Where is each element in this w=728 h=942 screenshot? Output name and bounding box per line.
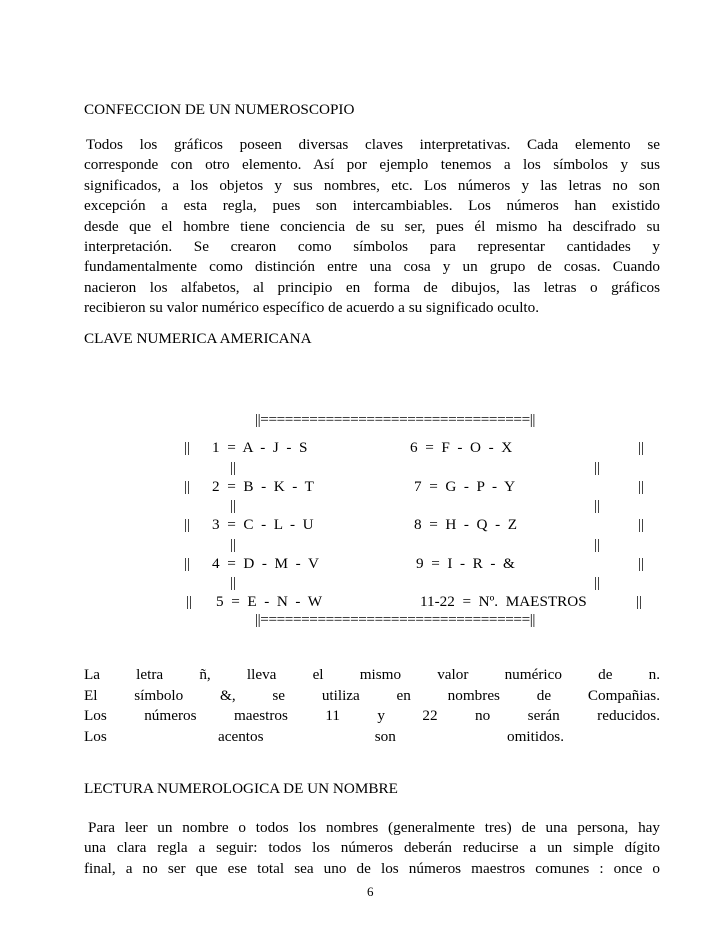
note-line: El símbolo &, se utiliza en nombres de Compañias. — [84, 687, 660, 704]
table-right-pipe: || — [638, 555, 645, 572]
intro-line: significados, a los objetos y sus nombres, etc. Los números y las letras no son — [84, 176, 660, 194]
table-right-pipe: || — [638, 439, 645, 456]
intro-line: corresponde con otro elemento. Así por ejemplo tenemos a los símbolos y sus — [84, 156, 660, 174]
page-number: 6 — [367, 884, 374, 899]
table-row-left: 1 = A - J - S — [212, 439, 308, 456]
page-title: CONFECCION DE UN NUMEROSCOPIO — [84, 101, 355, 118]
section-heading-lectura: LECTURA NUMEROLOGICA DE UN NOMBRE — [84, 780, 398, 797]
table-inner-pipe: || — [230, 536, 237, 553]
intro-line: Todos los gráficos poseen diversas claves interpretativas. Cada elemento se — [86, 136, 660, 153]
intro-line: fundamentalmente como distinción entre una cosa y un grupo de cosas. Cuando — [84, 258, 660, 276]
table-inner-pipe: || — [594, 459, 601, 476]
table-row-left: 4 = D - M - V — [212, 555, 320, 572]
table-top-border: ||=================================|| — [255, 411, 536, 428]
table-left-pipe: || — [186, 593, 193, 610]
table-row-left: 2 = B - K - T — [212, 478, 314, 495]
table-right-pipe: || — [638, 478, 645, 495]
table-left-pipe: || — [184, 478, 191, 495]
table-row-right: 11-22 = Nº. MAESTROS — [420, 593, 587, 610]
table-inner-pipe: || — [230, 497, 237, 514]
table-bottom-border: ||=================================|| — [255, 611, 536, 628]
intro-line: recibieron su valor numérico específico de acuerdo a su significado oculto. — [84, 299, 540, 317]
table-left-pipe: || — [184, 516, 191, 533]
table-row-right: 9 = I - R - & — [416, 555, 515, 572]
table-left-pipe: || — [184, 555, 191, 572]
table-left-pipe: || — [184, 439, 191, 456]
table-row-left: 5 = E - N - W — [216, 593, 323, 610]
note-line: Los números maestros 11 y 22 no serán reducidos. — [84, 707, 660, 724]
table-row-left: 3 = C - L - U — [212, 516, 314, 533]
table-inner-pipe: || — [230, 574, 237, 591]
intro-line: nacieron los alfabetos, al principio en forma de dibujos, las letras o gráficos — [84, 278, 660, 296]
table-right-pipe: || — [638, 516, 645, 533]
table-inner-pipe: || — [594, 574, 601, 591]
intro-line: interpretación. Se crearon como símbolos para representar cantidades y — [84, 238, 660, 256]
reading-line: una clara regla a seguir: todos los números deberán reducirse a un simple dígito — [84, 839, 660, 857]
table-row-right: 8 = H - Q - Z — [414, 516, 518, 533]
intro-line: excepción a esta regla, pues son intercambiables. Los números han existido — [84, 197, 660, 215]
intro-line: desde que el hombre tiene conciencia de su ser, pues él mismo ha descifrado su — [84, 217, 660, 235]
section-heading-clave: CLAVE NUMERICA AMERICANA — [84, 330, 312, 347]
table-right-pipe: || — [636, 593, 643, 610]
reading-paragraph — [84, 818, 660, 879]
intro-paragraph — [84, 135, 660, 319]
note-line: La letra ñ, lleva el mismo valor numérico de n. — [84, 666, 660, 683]
table-inner-pipe: || — [230, 459, 237, 476]
table-inner-pipe: || — [594, 497, 601, 514]
table-row-right: 6 = F - O - X — [410, 439, 513, 456]
reading-line: final, a no ser que ese total sea uno de los números maestros comunes : once o — [84, 859, 660, 877]
table-inner-pipe: || — [594, 536, 601, 553]
note-line: Los acentos son omitidos. — [84, 728, 564, 745]
reading-line: Para leer un nombre o todos los nombres (generalmente tres) de una persona, hay — [88, 819, 660, 836]
table-row-right: 7 = G - P - Y — [414, 478, 516, 495]
